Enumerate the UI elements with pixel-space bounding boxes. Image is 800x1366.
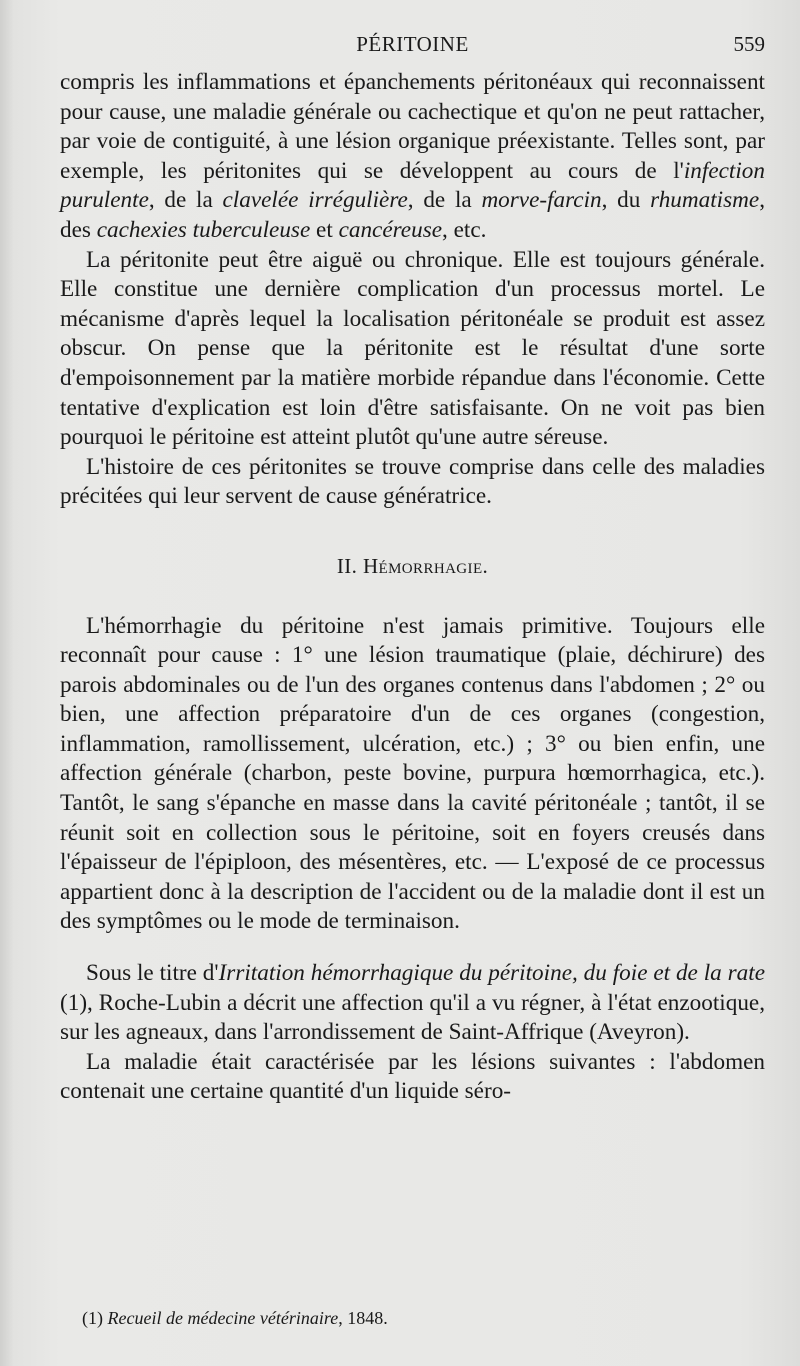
paragraph: L'hémorrhagie du péritoine n'est jamais primitive. Toujours elle reconnaît pour cause : 1° une lésion traumatique (plaie, déchirure) des parois abdominales ou de l'un des organes contenus dans l'abdomen ; 2° ou bien, une affection préparatoire d'un de ces organes (congestion, inflammation, ramollissement, ulcération, etc.) ; 3° ou bien enfin, une affection générale (charbon, peste bovine, purpura hœmorrhagica, etc.). Tantôt, le sang s'épanche en masse dans la cavité péritonéale ; tantôt, il se réunit soit en collection sous le péritoine, soit en foyers creusés dans l'épaisseur de l'épiploon, des mésentères, etc. — L'exposé de ce processus appartient donc à la description de l'accident ou de la maladie dont il est un des symptômes ou le mode de terminaison.: [60, 612, 765, 935]
page-header: [60, 30, 765, 60]
section-number: II.: [336, 553, 363, 578]
paragraph-continuation: compris les inflammations et épanchements péritonéaux qui reconnaissent pour cause, une maladie générale ou cachectique et qu'on ne peut rattacher, par voie de contiguité, à une lésion organique préexistante. Telles sont, par exemple, les péritonites qui se développent au cours de l'infection purulente, de la clavelée irrégulière, de la morve-farcin, du rhumatisme, des cachexies tuberculeuse et cancéreuse, etc.: [60, 69, 765, 243]
section-title: Hémorrhagie.: [362, 553, 489, 578]
running-title: PÉRITOINE: [356, 32, 469, 56]
section-heading: [60, 552, 765, 582]
paragraph: La péritonite peut être aiguë ou chronique. Elle est toujours générale. Elle constitue une dernière complication d'un processus mortel. Le mécanisme d'après lequel la localisation péritonéale se produit est assez obscur. On pense que la péritonite est le résultat d'une sorte d'empoisonnement par la matière morbide répandue dans l'économie. Cette tentative d'explication est loin d'être satisfaisante. On ne voit pas bien pourquoi le péritoine est atteint plutôt qu'une autre séreuse.: [60, 246, 765, 451]
paragraph: Sous le titre d'Irritation hémorrhagique du péritoine, du foie et de la rate (1), Roche-Lubin a décrit une affection qu'il a vu régner, à l'état enzootique, sur les agneaux, dans l'arrondissement de Saint-Affrique (Aveyron).: [60, 960, 765, 1046]
page-number: 559: [733, 32, 765, 56]
body-text: [60, 68, 765, 1107]
paragraph: La maladie était caractérisée par les lésions suivantes : l'abdomen contenait une certaine quantité d'un liquide séro-: [60, 1048, 765, 1105]
footnote: (1) Recueil de médecine vétérinaire, 1848.: [82, 1308, 388, 1328]
paragraph: L'histoire de ces péritonites se trouve comprise dans celle des maladies précitées qui leur servent de cause génératrice.: [60, 453, 765, 510]
